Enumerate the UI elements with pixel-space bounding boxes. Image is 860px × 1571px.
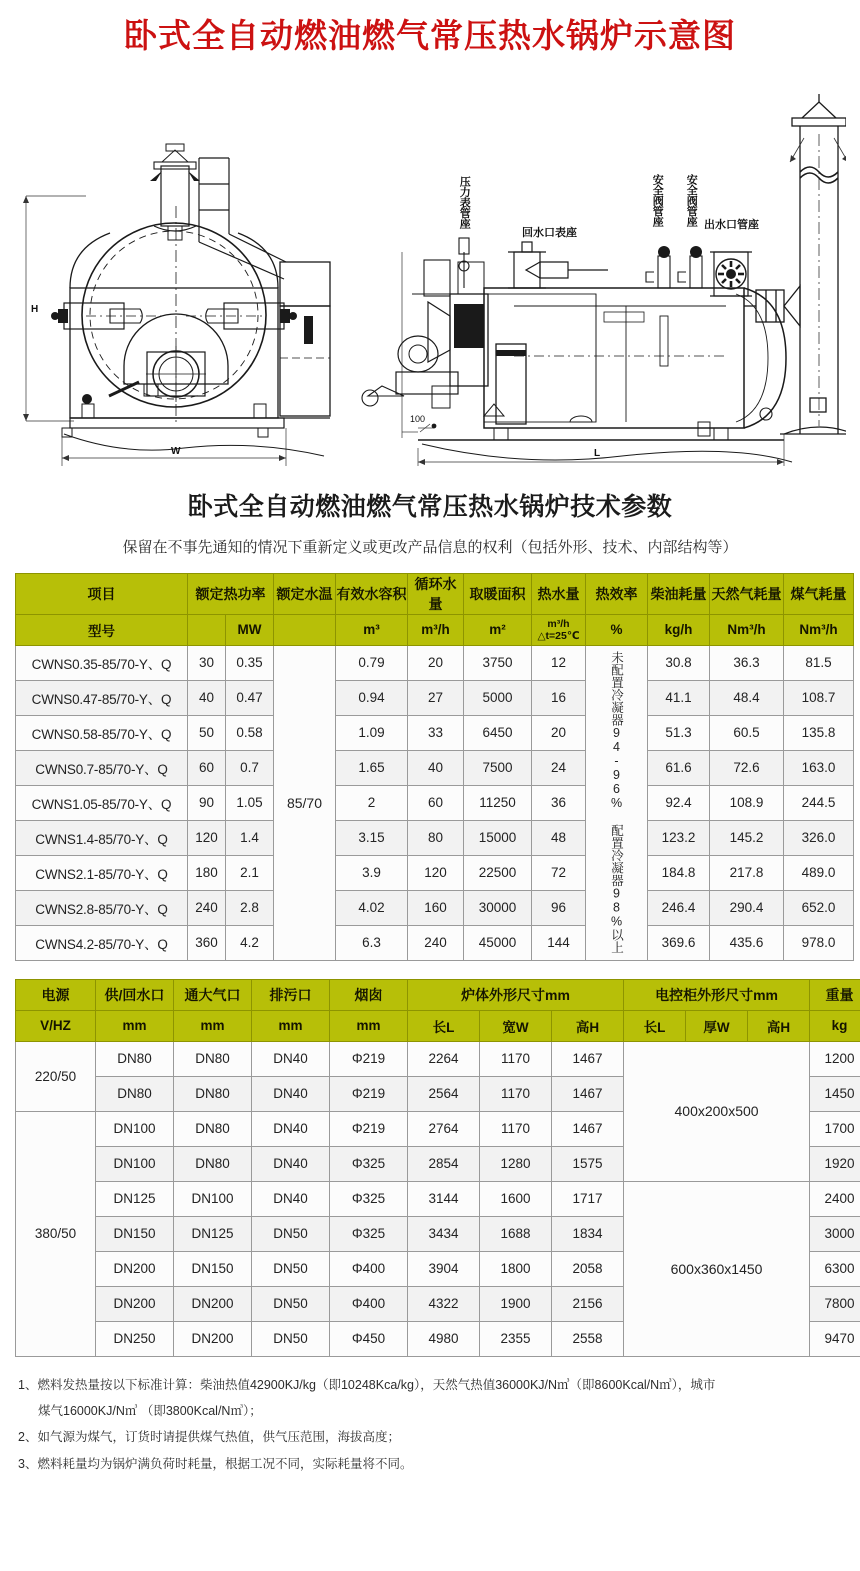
td-boiler-length: 3904 xyxy=(408,1251,480,1286)
td-rated-kw: 180 xyxy=(188,855,226,890)
td-rated-mw: 0.58 xyxy=(226,715,274,750)
footnotes xyxy=(18,1373,842,1477)
td-circulating-water: 40 xyxy=(408,750,464,785)
thermal-efficiency-vertical-text: 未配置冷凝器94-96% 配置冷凝器98%以上 xyxy=(609,651,624,954)
td-supply-return-port: DN100 xyxy=(96,1111,174,1146)
td-chimney: Φ325 xyxy=(330,1146,408,1181)
th-model: 型号 xyxy=(16,614,188,645)
td-diesel: 51.3 xyxy=(648,715,710,750)
th-diesel-consumption: 柴油耗量 xyxy=(648,573,710,614)
th-unit-mm-3: mm xyxy=(252,1010,330,1041)
th-unit-hotwater-line1: m³/h xyxy=(547,617,570,630)
td-weight: 9470 xyxy=(810,1321,860,1356)
td-heating-area: 45000 xyxy=(464,925,532,960)
td-cabinet-size-large: 600x360x1450 xyxy=(624,1181,810,1356)
td-diesel: 246.4 xyxy=(648,890,710,925)
table-row xyxy=(16,715,854,750)
th-unit-hotwater-line2: △t=25℃ xyxy=(537,629,580,642)
td-coal-gas: 652.0 xyxy=(784,890,854,925)
th-unit-mw: MW xyxy=(226,614,274,645)
table-row xyxy=(16,820,854,855)
td-diesel: 61.6 xyxy=(648,750,710,785)
th-cabinet-height: 高H xyxy=(748,1010,810,1041)
th-cabinet-length: 长L xyxy=(624,1010,686,1041)
dimensions-table-wrap xyxy=(15,979,855,1357)
td-rated-kw: 40 xyxy=(188,680,226,715)
th-thermal-efficiency: 热效率 xyxy=(586,573,648,614)
td-power-supply-380: 380/50 xyxy=(16,1111,96,1356)
th-unit-m3h: m³/h xyxy=(408,614,464,645)
technical-parameters-table-wrap xyxy=(15,573,845,961)
td-circulating-water: 120 xyxy=(408,855,464,890)
td-diesel: 41.1 xyxy=(648,680,710,715)
td-heating-area: 30000 xyxy=(464,890,532,925)
td-cabinet-size-small: 400x200x500 xyxy=(624,1041,810,1181)
table2-body xyxy=(16,1041,860,1356)
th-rated-power: 额定热功率 xyxy=(188,573,274,614)
td-heating-area: 6450 xyxy=(464,715,532,750)
td-supply-return-port: DN200 xyxy=(96,1251,174,1286)
table1-header-row-1 xyxy=(16,573,854,614)
td-heating-area: 22500 xyxy=(464,855,532,890)
td-hot-water-output: 36 xyxy=(532,785,586,820)
td-water-volume: 1.65 xyxy=(336,750,408,785)
th-boiler-length: 长L xyxy=(408,1010,480,1041)
td-water-volume: 0.79 xyxy=(336,645,408,680)
td-air-vent-port: DN200 xyxy=(174,1286,252,1321)
td-water-volume: 4.02 xyxy=(336,890,408,925)
th-unit-percent: % xyxy=(586,614,648,645)
dimensions-table xyxy=(15,979,860,1357)
td-circulating-water: 20 xyxy=(408,645,464,680)
td-diesel: 369.6 xyxy=(648,925,710,960)
th-unit-m3: m³ xyxy=(336,614,408,645)
td-model: CWNS2.8-85/70-Y、Q xyxy=(16,890,188,925)
td-air-vent-port: DN80 xyxy=(174,1076,252,1111)
td-hot-water-output: 16 xyxy=(532,680,586,715)
th-unit-kg: kg xyxy=(810,1010,860,1041)
td-diesel: 30.8 xyxy=(648,645,710,680)
td-boiler-height: 1467 xyxy=(552,1111,624,1146)
drawing-svg xyxy=(14,66,846,466)
td-drain-port: DN40 xyxy=(252,1111,330,1146)
td-supply-return-port: DN125 xyxy=(96,1181,174,1216)
td-natural-gas: 60.5 xyxy=(710,715,784,750)
td-drain-port: DN50 xyxy=(252,1216,330,1251)
th-coal-gas-consumption: 煤气耗量 xyxy=(784,573,854,614)
td-natural-gas: 36.3 xyxy=(710,645,784,680)
th-unit-mm-1: mm xyxy=(96,1010,174,1041)
td-water-volume: 3.15 xyxy=(336,820,408,855)
td-diesel: 184.8 xyxy=(648,855,710,890)
td-weight: 6300 xyxy=(810,1251,860,1286)
td-coal-gas: 135.8 xyxy=(784,715,854,750)
td-boiler-height: 2558 xyxy=(552,1321,624,1356)
td-boiler-length: 2854 xyxy=(408,1146,480,1181)
td-boiler-width: 1688 xyxy=(480,1216,552,1251)
table2-header-row-2 xyxy=(16,1010,860,1041)
table-row xyxy=(16,680,854,715)
th-natural-gas-consumption: 天然气耗量 xyxy=(710,573,784,614)
front-view-height-dim-label: H xyxy=(31,303,39,315)
td-supply-return-port: DN100 xyxy=(96,1146,174,1181)
th-boiler-dimensions: 炉体外形尺寸mm xyxy=(408,979,624,1010)
td-drain-port: DN50 xyxy=(252,1321,330,1356)
td-model: CWNS1.05-85/70-Y、Q xyxy=(16,785,188,820)
td-natural-gas: 290.4 xyxy=(710,890,784,925)
th-unit-vhz: V/HZ xyxy=(16,1010,96,1041)
td-air-vent-port: DN100 xyxy=(174,1181,252,1216)
td-weight: 1920 xyxy=(810,1146,860,1181)
table-row xyxy=(16,645,854,680)
td-boiler-length: 4322 xyxy=(408,1286,480,1321)
td-rated-kw: 120 xyxy=(188,820,226,855)
td-rated-mw: 4.2 xyxy=(226,925,274,960)
td-rated-mw: 1.4 xyxy=(226,820,274,855)
td-hot-water-output: 48 xyxy=(532,820,586,855)
td-model: CWNS2.1-85/70-Y、Q xyxy=(16,855,188,890)
td-supply-return-port: DN80 xyxy=(96,1041,174,1076)
td-drain-port: DN50 xyxy=(252,1251,330,1286)
th-unit-nm3h-gas: Nm³/h xyxy=(710,614,784,645)
td-boiler-height: 1834 xyxy=(552,1216,624,1251)
page-title: 卧式全自动燃油燃气常压热水锅炉示意图 xyxy=(124,17,736,54)
th-air-vent-port: 通大气口 xyxy=(174,979,252,1010)
td-water-volume: 6.3 xyxy=(336,925,408,960)
td-model: CWNS0.47-85/70-Y、Q xyxy=(16,680,188,715)
th-unit-kw xyxy=(188,614,226,645)
td-model: CWNS1.4-85/70-Y、Q xyxy=(16,820,188,855)
td-boiler-width: 1170 xyxy=(480,1076,552,1111)
td-coal-gas: 978.0 xyxy=(784,925,854,960)
table-row xyxy=(16,1181,860,1216)
td-rated-mw: 0.47 xyxy=(226,680,274,715)
td-rated-mw: 0.7 xyxy=(226,750,274,785)
td-hot-water-output: 24 xyxy=(532,750,586,785)
td-circulating-water: 33 xyxy=(408,715,464,750)
th-rated-water-temp: 额定水温 xyxy=(274,573,336,614)
td-water-volume: 2 xyxy=(336,785,408,820)
td-boiler-height: 1467 xyxy=(552,1041,624,1076)
td-boiler-width: 1900 xyxy=(480,1286,552,1321)
side-view-length-dim-label: L xyxy=(594,447,601,459)
th-boiler-width: 宽W xyxy=(480,1010,552,1041)
td-heating-area: 3750 xyxy=(464,645,532,680)
th-heating-area: 取暖面积 xyxy=(464,573,532,614)
td-boiler-width: 1800 xyxy=(480,1251,552,1286)
td-rated-kw: 30 xyxy=(188,645,226,680)
th-cabinet-thickness: 厚W xyxy=(686,1010,748,1041)
td-boiler-height: 2156 xyxy=(552,1286,624,1321)
td-circulating-water: 80 xyxy=(408,820,464,855)
td-chimney: Φ219 xyxy=(330,1111,408,1146)
td-circulating-water: 27 xyxy=(408,680,464,715)
td-chimney: Φ400 xyxy=(330,1286,408,1321)
td-weight: 1700 xyxy=(810,1111,860,1146)
td-boiler-length: 2564 xyxy=(408,1076,480,1111)
td-air-vent-port: DN125 xyxy=(174,1216,252,1251)
td-boiler-height: 1575 xyxy=(552,1146,624,1181)
td-boiler-length: 3144 xyxy=(408,1181,480,1216)
td-hot-water-output: 96 xyxy=(532,890,586,925)
td-rated-kw: 50 xyxy=(188,715,226,750)
td-boiler-length: 4980 xyxy=(408,1321,480,1356)
td-drain-port: DN40 xyxy=(252,1181,330,1216)
td-diesel: 92.4 xyxy=(648,785,710,820)
td-heating-area: 15000 xyxy=(464,820,532,855)
td-boiler-length: 2764 xyxy=(408,1111,480,1146)
section-title: 卧式全自动燃油燃气常压热水锅炉技术参数 xyxy=(187,492,673,521)
td-thermal-efficiency xyxy=(586,645,648,960)
td-rated-mw: 2.8 xyxy=(226,890,274,925)
technical-parameters-table xyxy=(15,573,854,961)
td-model: CWNS0.58-85/70-Y、Q xyxy=(16,715,188,750)
td-hot-water-output: 12 xyxy=(532,645,586,680)
td-natural-gas: 435.6 xyxy=(710,925,784,960)
td-heating-area: 11250 xyxy=(464,785,532,820)
td-boiler-width: 1170 xyxy=(480,1111,552,1146)
td-rated-kw: 240 xyxy=(188,890,226,925)
callout-return-water-seat: 回水口表座 xyxy=(522,226,577,239)
td-circulating-water: 240 xyxy=(408,925,464,960)
td-rated-kw: 60 xyxy=(188,750,226,785)
table1-body xyxy=(16,645,854,960)
td-coal-gas: 81.5 xyxy=(784,645,854,680)
table1-header-row-2 xyxy=(16,614,854,645)
table-row xyxy=(16,925,854,960)
footnote-1-line-1: 1、燃料发热量按以下标准计算：柴油热值42900KJ/kg（即10248Kca/kg），天然气热值36000KJ/N㎥（即8600Kcal/N㎥），城市 xyxy=(18,1377,716,1392)
td-model: CWNS0.35-85/70-Y、Q xyxy=(16,645,188,680)
footnote-1-line-2: 煤气16000KJ/N㎥ （即3800Kcal/N㎥）； xyxy=(38,1403,262,1418)
th-unit-hotwater xyxy=(532,614,586,645)
td-circulating-water: 60 xyxy=(408,785,464,820)
table-gap-spacer xyxy=(0,961,860,979)
td-rated-mw: 1.05 xyxy=(226,785,274,820)
td-rated-mw: 0.35 xyxy=(226,645,274,680)
td-air-vent-port: DN200 xyxy=(174,1321,252,1356)
callout-safety-valve-seat-2: 安全阀管座 xyxy=(685,173,698,227)
td-circulating-water: 160 xyxy=(408,890,464,925)
td-weight: 1450 xyxy=(810,1076,860,1111)
th-weight: 重量 xyxy=(810,979,860,1010)
table-row xyxy=(16,855,854,890)
td-chimney: Φ219 xyxy=(330,1076,408,1111)
td-chimney: Φ450 xyxy=(330,1321,408,1356)
table-row xyxy=(16,1041,860,1076)
td-natural-gas: 217.8 xyxy=(710,855,784,890)
th-effective-water-volume: 有效水容积 xyxy=(336,573,408,614)
td-air-vent-port: DN150 xyxy=(174,1251,252,1286)
td-natural-gas: 145.2 xyxy=(710,820,784,855)
td-supply-return-port: DN250 xyxy=(96,1321,174,1356)
th-unit-nm3h-coal: Nm³/h xyxy=(784,614,854,645)
td-weight: 7800 xyxy=(810,1286,860,1321)
section-subtitle: 保留在不事先通知的情况下重新定义或更改产品信息的权利（包括外形、技术、内部结构等） xyxy=(122,538,738,556)
td-coal-gas: 244.5 xyxy=(784,785,854,820)
th-unit-m2: m² xyxy=(464,614,532,645)
front-view-width-dim-label: W xyxy=(171,445,181,457)
th-unit-mm-2: mm xyxy=(174,1010,252,1041)
th-supply-return-port: 供/回水口 xyxy=(96,979,174,1010)
th-circulating-water: 循环水量 xyxy=(408,573,464,614)
footnote-3: 3、燃料耗量均为锅炉满负荷时耗量，根据工况不同，实际耗量将不同。 xyxy=(18,1456,413,1471)
td-boiler-height: 2058 xyxy=(552,1251,624,1286)
td-water-volume: 0.94 xyxy=(336,680,408,715)
th-unit-temp xyxy=(274,614,336,645)
callout-outlet-pipe-seat: 出水口管座 xyxy=(704,218,759,231)
td-hot-water-output: 72 xyxy=(532,855,586,890)
table-row xyxy=(16,785,854,820)
td-weight: 2400 xyxy=(810,1181,860,1216)
td-rated-water-temp: 85/70 xyxy=(274,645,336,960)
td-natural-gas: 72.6 xyxy=(710,750,784,785)
table-row xyxy=(16,890,854,925)
td-drain-port: DN50 xyxy=(252,1286,330,1321)
footnote-2: 2、如气源为煤气，订货时请提供煤气热值，供气压范围，海拔高度； xyxy=(18,1430,400,1445)
td-hot-water-output: 144 xyxy=(532,925,586,960)
td-rated-kw: 360 xyxy=(188,925,226,960)
td-rated-mw: 2.1 xyxy=(226,855,274,890)
td-chimney: Φ400 xyxy=(330,1251,408,1286)
table2-header-row-1 xyxy=(16,979,860,1010)
td-weight: 1200 xyxy=(810,1041,860,1076)
td-power-supply-220: 220/50 xyxy=(16,1041,96,1111)
td-heating-area: 7500 xyxy=(464,750,532,785)
td-heating-area: 5000 xyxy=(464,680,532,715)
td-supply-return-port: DN200 xyxy=(96,1286,174,1321)
th-cabinet-dimensions: 电控柜外形尺寸mm xyxy=(624,979,810,1010)
td-natural-gas: 108.9 xyxy=(710,785,784,820)
td-boiler-width: 1600 xyxy=(480,1181,552,1216)
td-boiler-length: 2264 xyxy=(408,1041,480,1076)
td-boiler-width: 1280 xyxy=(480,1146,552,1181)
td-model: CWNS4.2-85/70-Y、Q xyxy=(16,925,188,960)
td-air-vent-port: DN80 xyxy=(174,1041,252,1076)
table-row xyxy=(16,750,854,785)
td-water-volume: 3.9 xyxy=(336,855,408,890)
td-model: CWNS0.7-85/70-Y、Q xyxy=(16,750,188,785)
boiler-technical-drawing xyxy=(14,66,846,471)
th-hot-water-output: 热水量 xyxy=(532,573,586,614)
td-chimney: Φ325 xyxy=(330,1216,408,1251)
td-chimney: Φ325 xyxy=(330,1181,408,1216)
td-diesel: 123.2 xyxy=(648,820,710,855)
td-coal-gas: 108.7 xyxy=(784,680,854,715)
td-water-volume: 1.09 xyxy=(336,715,408,750)
th-chimney: 烟囱 xyxy=(330,979,408,1010)
td-drain-port: DN40 xyxy=(252,1041,330,1076)
td-supply-return-port: DN80 xyxy=(96,1076,174,1111)
td-hot-water-output: 20 xyxy=(532,715,586,750)
td-drain-port: DN40 xyxy=(252,1076,330,1111)
th-power-supply: 电源 xyxy=(16,979,96,1010)
th-boiler-height: 高H xyxy=(552,1010,624,1041)
callout-safety-valve-seat-1: 安全阀管座 xyxy=(651,173,664,227)
td-supply-return-port: DN150 xyxy=(96,1216,174,1251)
td-boiler-length: 3434 xyxy=(408,1216,480,1251)
th-unit-kgh: kg/h xyxy=(648,614,710,645)
td-chimney: Φ219 xyxy=(330,1041,408,1076)
callout-pressure-gauge-seat: 压力表管座 xyxy=(458,175,471,229)
td-boiler-width: 1170 xyxy=(480,1041,552,1076)
th-unit-mm-4: mm xyxy=(330,1010,408,1041)
td-coal-gas: 326.0 xyxy=(784,820,854,855)
td-natural-gas: 48.4 xyxy=(710,680,784,715)
td-coal-gas: 163.0 xyxy=(784,750,854,785)
th-drain-port: 排污口 xyxy=(252,979,330,1010)
th-item: 项目 xyxy=(16,573,188,614)
td-weight: 3000 xyxy=(810,1216,860,1251)
td-air-vent-port: DN80 xyxy=(174,1111,252,1146)
td-drain-port: DN40 xyxy=(252,1146,330,1181)
td-air-vent-port: DN80 xyxy=(174,1146,252,1181)
td-boiler-height: 1467 xyxy=(552,1076,624,1111)
side-view-base-height-dim-label: 100 xyxy=(410,413,426,424)
td-boiler-width: 2355 xyxy=(480,1321,552,1356)
td-rated-kw: 90 xyxy=(188,785,226,820)
td-coal-gas: 489.0 xyxy=(784,855,854,890)
td-boiler-height: 1717 xyxy=(552,1181,624,1216)
